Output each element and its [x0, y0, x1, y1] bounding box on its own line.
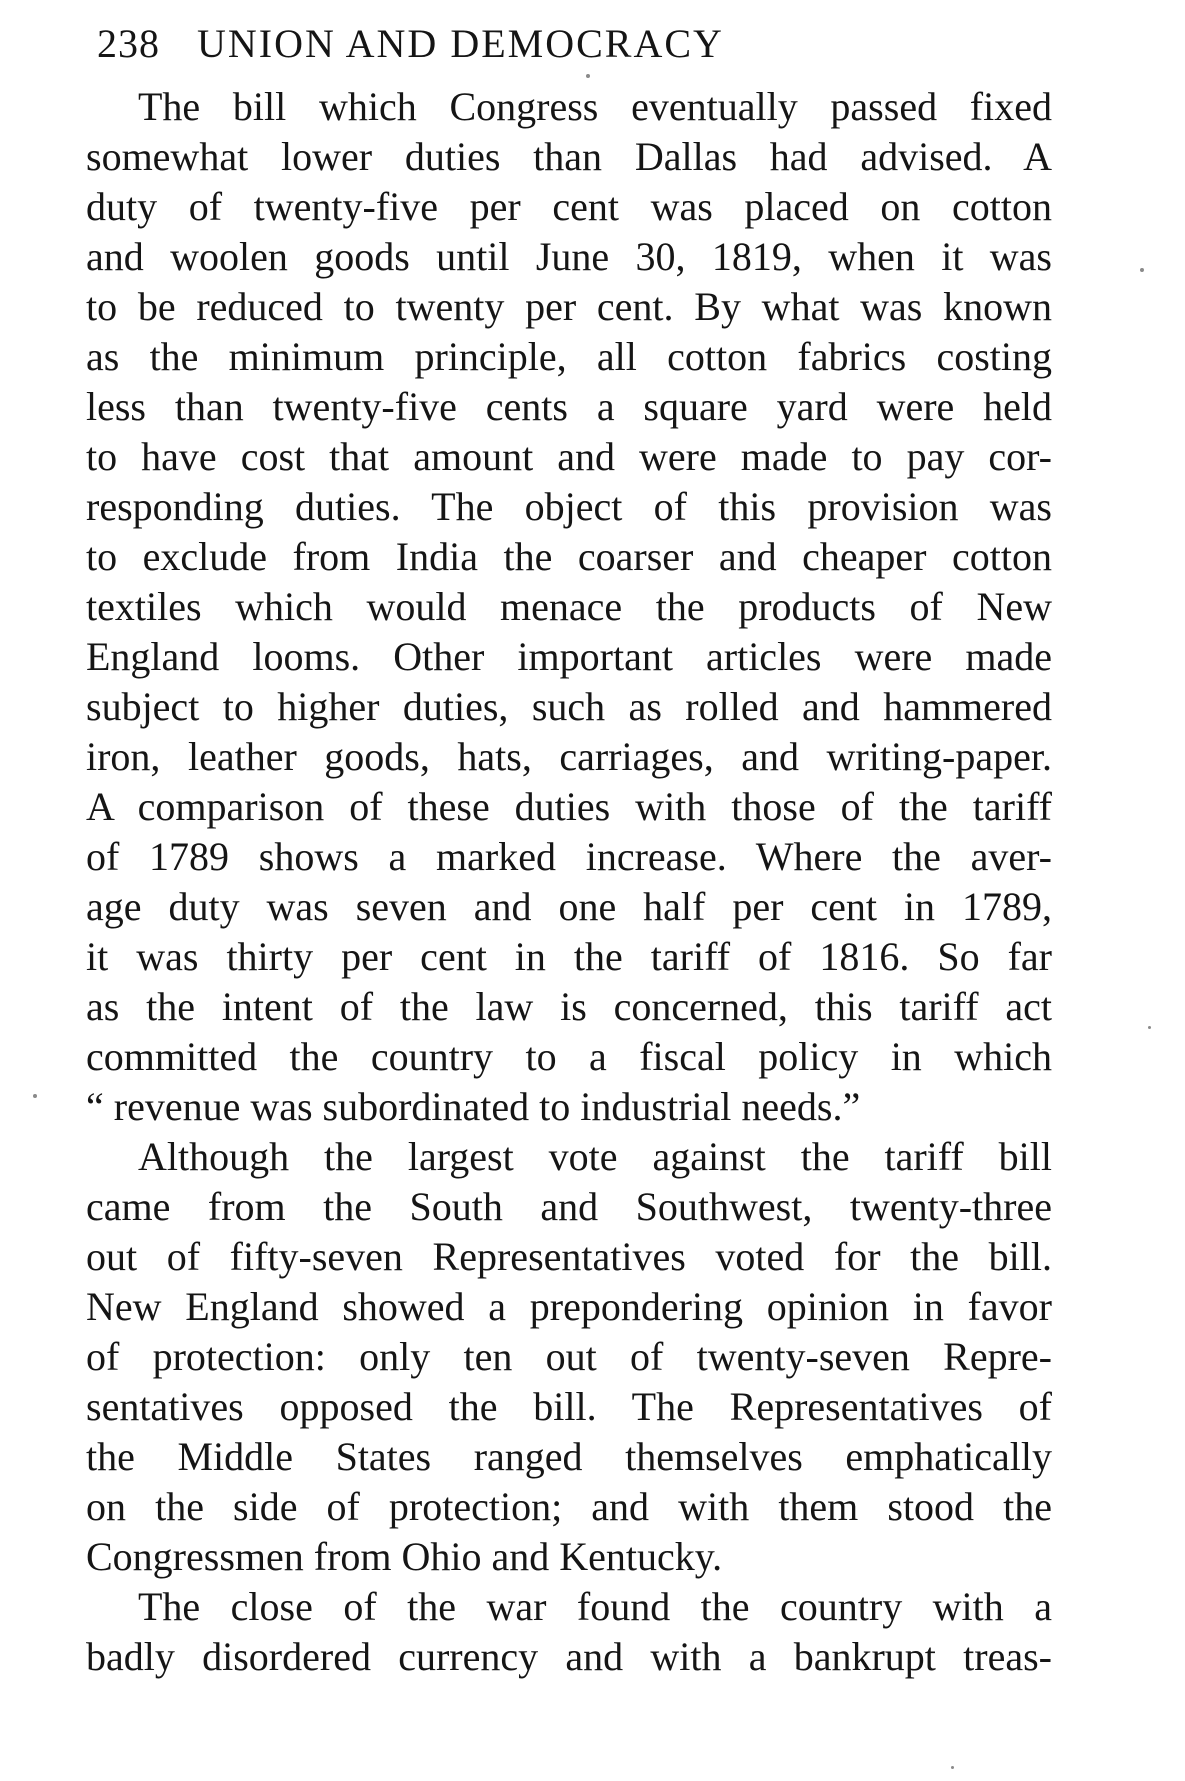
scan-speck: [1148, 1026, 1151, 1029]
text-line: of 1789 shows a marked increase. Where the aver-: [86, 834, 1052, 879]
running-head: [97, 16, 1057, 72]
scan-speck: [33, 1094, 37, 1098]
body-text: [86, 82, 1052, 1682]
text-line: as the intent of the law is concerned, this tariff act: [86, 984, 1052, 1029]
text-line: to be reduced to twenty per cent. By what was known: [86, 284, 1052, 329]
text-line: to exclude from India the coarser and cheaper cotton: [86, 534, 1052, 579]
text-line: committed the country to a fiscal policy in which: [86, 1034, 1052, 1079]
text-line: as the minimum principle, all cotton fabrics costing: [86, 334, 1052, 379]
scan-speck: [586, 74, 590, 78]
text-line: of protection: only ten out of twenty-seven Repre-: [86, 1334, 1052, 1379]
text-line: sentatives opposed the bill. The Representatives of: [86, 1384, 1052, 1429]
text-line: “ revenue was subordinated to industrial needs.”: [86, 1084, 861, 1129]
page-number: 238: [97, 21, 160, 66]
text-line: age duty was seven and one half per cent in 1789,: [86, 884, 1052, 929]
text-line: A comparison of these duties with those of the tariff: [86, 784, 1052, 829]
text-line: to have cost that amount and were made to pay cor-: [86, 434, 1052, 479]
text-line: badly disordered currency and with a bankrupt treas-: [86, 1634, 1052, 1679]
text-line: responding duties. The object of this provision was: [86, 484, 1052, 529]
paragraph-1: [86, 82, 1052, 1132]
scan-speck: [951, 1766, 954, 1769]
text-line: textiles which would menace the products of New: [86, 584, 1052, 629]
text-line: Although the largest vote against the tariff bill: [138, 1134, 1052, 1179]
text-line: out of fifty-seven Representatives voted for the bill.: [86, 1234, 1052, 1279]
running-title: UNION AND DEMOCRACY: [197, 21, 724, 66]
text-line: subject to higher duties, such as rolled and hammered: [86, 684, 1052, 729]
text-line: New England showed a prepondering opinion in favor: [86, 1284, 1052, 1329]
text-line: The close of the war found the country with a: [138, 1584, 1052, 1629]
paragraph-2: [86, 1132, 1052, 1582]
scan-speck: [1140, 268, 1144, 272]
text-line: The bill which Congress eventually passed fixed: [138, 84, 1052, 129]
text-line: England looms. Other important articles were made: [86, 634, 1052, 679]
text-line: duty of twenty-five per cent was placed on cotton: [86, 184, 1052, 229]
text-line: Congressmen from Ohio and Kentucky.: [86, 1534, 723, 1579]
text-line: less than twenty-five cents a square yard were held: [86, 384, 1052, 429]
text-line: it was thirty per cent in the tariff of 1816. So far: [86, 934, 1052, 979]
paragraph-3: [86, 1582, 1052, 1682]
text-line: and woolen goods until June 30, 1819, when it was: [86, 234, 1052, 279]
text-line: iron, leather goods, hats, carriages, and writing-paper.: [86, 734, 1052, 779]
text-line: the Middle States ranged themselves emphatically: [86, 1434, 1052, 1479]
text-line: came from the South and Southwest, twenty-three: [86, 1184, 1052, 1229]
text-line: somewhat lower duties than Dallas had advised. A: [86, 134, 1052, 179]
text-line: on the side of protection; and with them stood the: [86, 1484, 1052, 1529]
